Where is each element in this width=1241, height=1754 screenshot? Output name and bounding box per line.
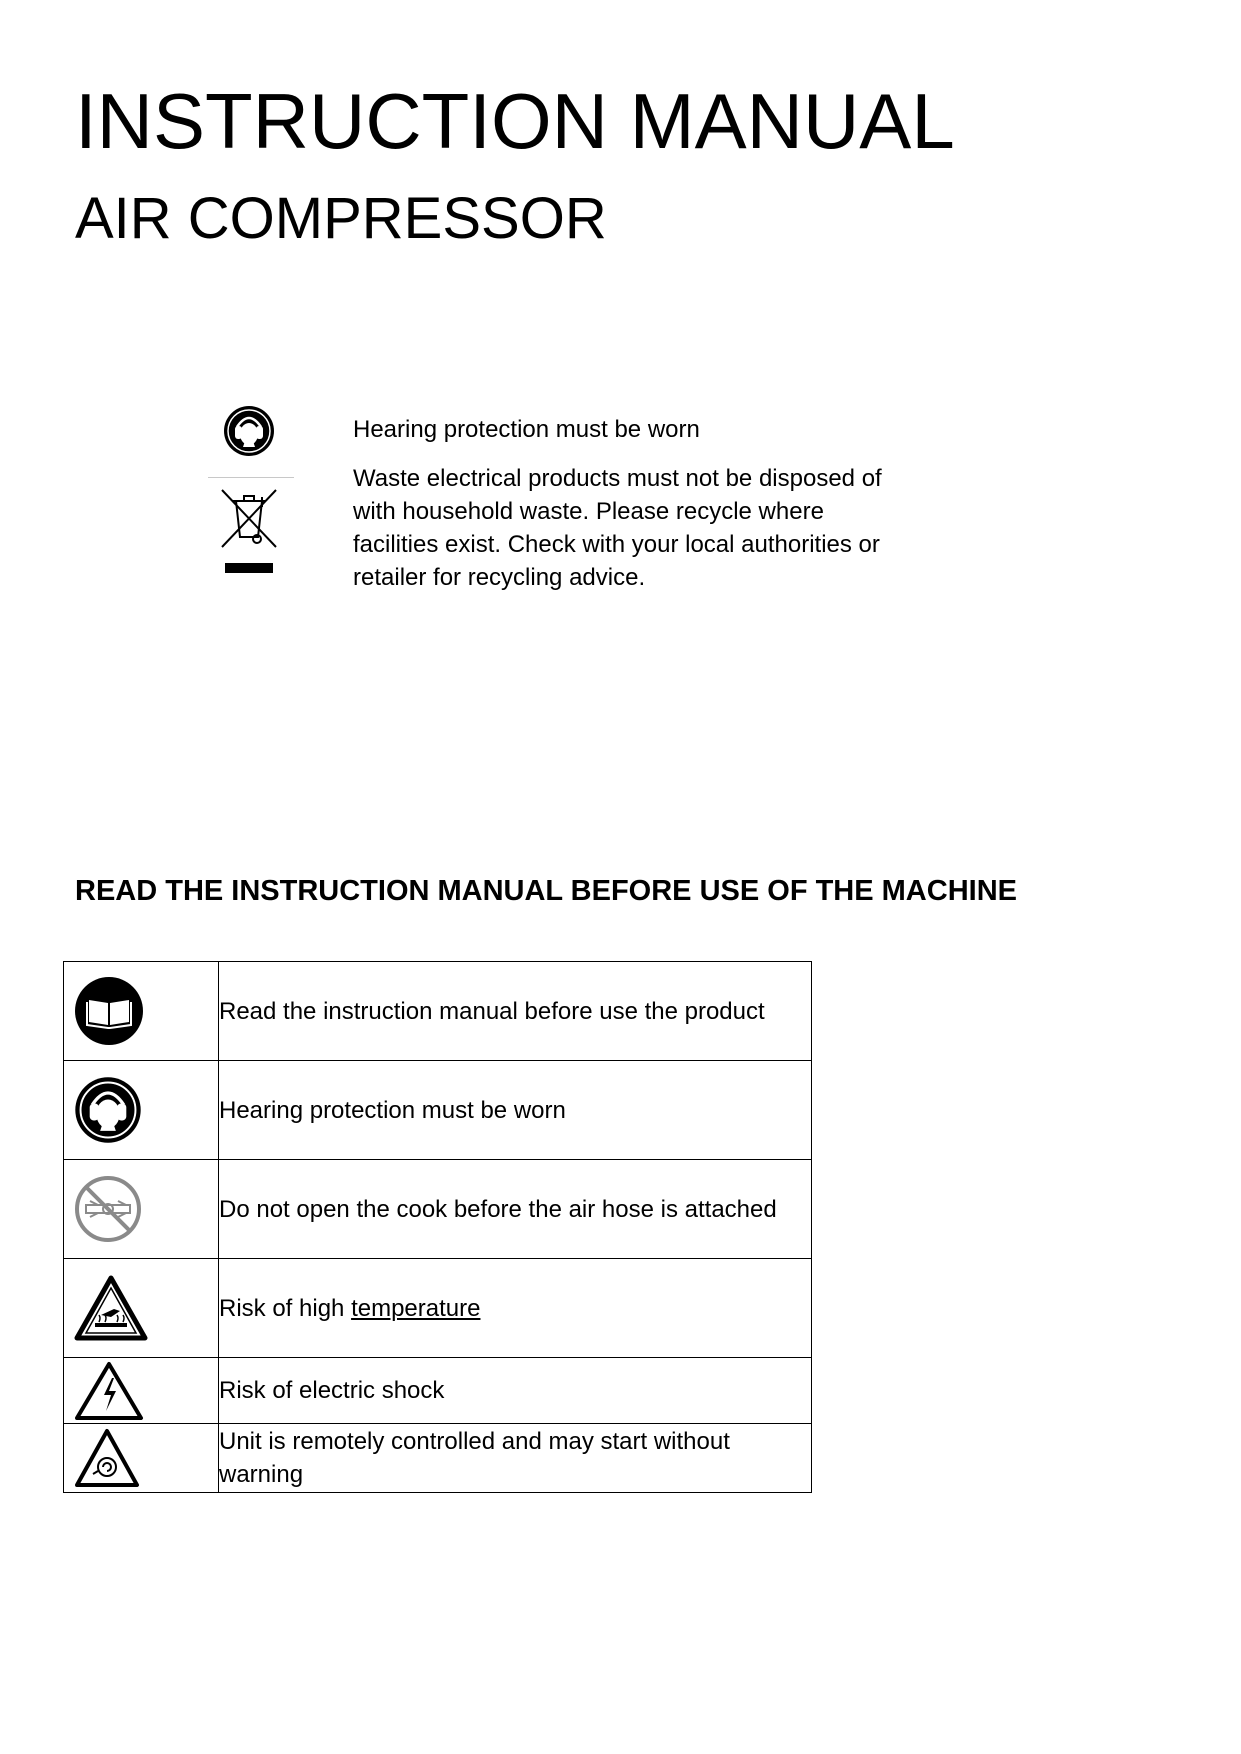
table-text-cell: Hearing protection must be worn <box>219 1061 812 1160</box>
symbol-divider <box>208 477 294 478</box>
table-icon-cell <box>64 1061 219 1160</box>
page-subtitle: AIR COMPRESSOR <box>75 186 607 251</box>
table-icon-cell <box>64 962 219 1061</box>
table-text-cell: Do not open the cook before the air hose is attached <box>219 1160 812 1259</box>
electric-shock-warning-icon <box>74 1361 144 1421</box>
table-icon-cell <box>64 1424 219 1493</box>
table-row <box>64 962 812 1061</box>
table-text-cell <box>219 1259 812 1358</box>
weee-note-text: Waste electrical products must not be disposed of with household waste. Please recycle where facilities exist. Check with your local authorities or retailer for recycling advice. <box>353 465 882 591</box>
table-row <box>64 1424 812 1493</box>
read-manual-icon <box>74 976 144 1046</box>
table-text-cell: Risk of electric shock <box>219 1358 812 1424</box>
table-text-cell: Read the instruction manual before use the product <box>219 962 812 1061</box>
hot-surface-warning-icon <box>74 1275 148 1341</box>
table-row <box>64 1358 812 1424</box>
crossed-out-wheelie-bin-icon <box>219 487 279 575</box>
safety-symbols-table <box>63 961 812 1493</box>
table-icon-cell <box>64 1160 219 1259</box>
hearing-note-text: Hearing protection must be worn <box>353 416 700 443</box>
read-manual-heading: READ THE INSTRUCTION MANUAL BEFORE USE OF THE MACHINE <box>75 875 1017 907</box>
temperature-link[interactable]: temperature <box>351 1294 481 1322</box>
automatic-start-warning-icon <box>74 1428 140 1488</box>
table-row <box>64 1160 812 1259</box>
table-icon-cell <box>64 1259 219 1358</box>
page-title: INSTRUCTION MANUAL <box>75 77 955 165</box>
temperature-text-prefix: Risk of high <box>219 1294 352 1322</box>
table-row <box>64 1259 812 1358</box>
table-text-cell: Unit is remotely controlled and may start without warning <box>219 1424 812 1493</box>
table-icon-cell <box>64 1358 219 1424</box>
table-row <box>64 1061 812 1160</box>
ear-protection-icon <box>74 1076 142 1144</box>
ear-protection-icon <box>223 405 275 457</box>
no-open-cock-icon <box>74 1175 142 1243</box>
